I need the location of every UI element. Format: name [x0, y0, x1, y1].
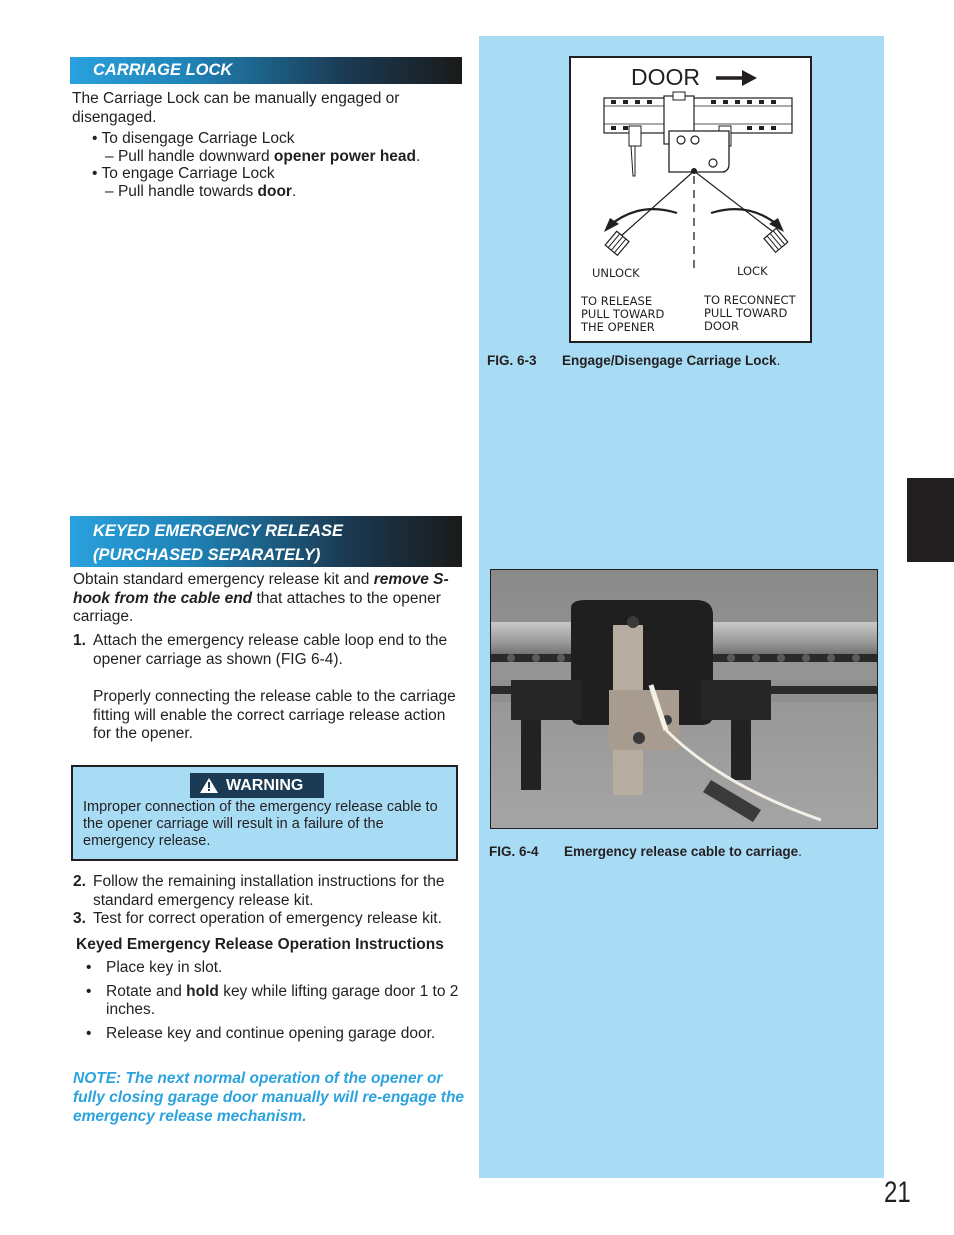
unlock-label: UNLOCK [592, 266, 640, 280]
section-tab [907, 478, 954, 562]
door-label: DOOR [631, 64, 700, 90]
figure-6-4-photo [490, 569, 878, 829]
step-3: 3. Test for correct operation of emergency release kit. [73, 910, 442, 927]
figure-6-3-caption: FIG. 6-3 Engage/Disengage Carriage Lock. [487, 353, 781, 368]
engage-step: – Pull handle towards door. [105, 182, 297, 200]
op-item-3: • Release key and continue opening garage door. [86, 1024, 436, 1042]
disengage-step: – Pull handle downward opener power head. [105, 147, 421, 165]
step-1: 1. Attach the emergency release cable loop end to the opener carriage as shown (FIG 6-4). Properly connecting the release cable to the carriage fitting will enable the correct carriage release action for the opener. [73, 632, 458, 744]
note-text: NOTE: The next normal operation of the opener or fully closing garage door manually will re-engage the emergency release mechanism. [73, 1070, 465, 1125]
warning-text: Improper connection of the emergency release cable to the opener carriage will result in a failure of the emergency release. [83, 799, 438, 849]
figure-6-4-caption: FIG. 6-4 Emergency release cable to carriage. [489, 844, 802, 859]
page-number: 21 [884, 1176, 911, 1209]
carriage-lock-heading-text: CARRIAGE LOCK [93, 61, 233, 79]
lock-label: LOCK [737, 264, 768, 278]
step-1-paragraph: Properly connecting the release cable to the carriage fitting will enable the correct carriage release action for the opener. [93, 688, 456, 742]
op-item-1: • Place key in slot. [86, 959, 223, 976]
step-2: 2. Follow the remaining installation instructions for the standard emergency release kit. [73, 873, 445, 909]
figure-6-3-diagram [569, 56, 812, 343]
operation-heading: Keyed Emergency Release Operation Instructions [76, 936, 444, 953]
carriage-lock-heading [70, 57, 462, 84]
warning-label: WARNING [190, 773, 324, 798]
carriage-lock-intro: The Carriage Lock can be manually engaged or disengaged. [72, 90, 400, 126]
release-instruction: TO RELEASE PULL TOWARD THE OPENER [581, 294, 665, 334]
warning-icon [200, 777, 220, 795]
keyed-release-intro: Obtain standard emergency release kit and remove S-hook from the cable end that attaches to the opener carriage. [73, 571, 449, 625]
operation-list [86, 959, 471, 1043]
op-item-2: • Rotate and hold key while lifting garage door 1 to 2 inches. [86, 982, 459, 1018]
engage-item: • To engage Carriage Lock [92, 165, 275, 182]
warning-box [71, 765, 458, 861]
disengage-item: • To disengage Carriage Lock [92, 130, 295, 147]
keyed-release-heading: KEYED EMERGENCY RELEASE (PURCHASED SEPARATELY) [70, 516, 462, 567]
reconnect-instruction: TO RECONNECT PULL TOWARD DOOR [704, 293, 796, 333]
carriage-lock-steps [92, 130, 462, 200]
